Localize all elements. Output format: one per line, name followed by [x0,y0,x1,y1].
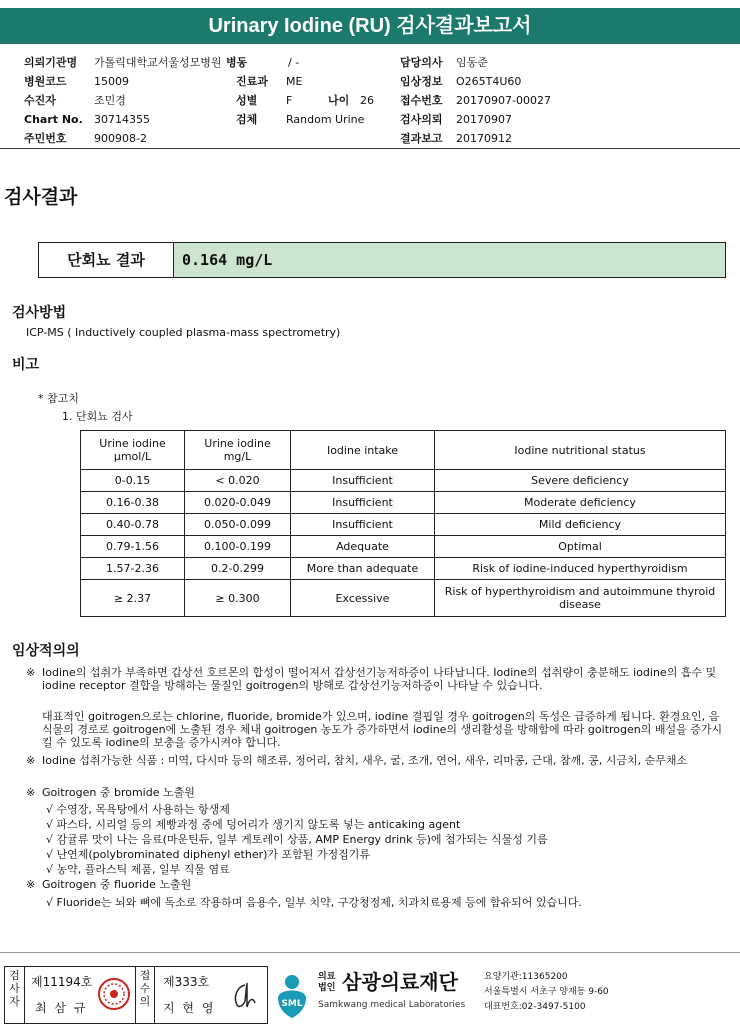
request-date-label: 검사의뢰 [400,113,443,126]
note-mark: ※ [26,666,36,679]
dept-value: ME [286,75,303,88]
table-cell: 1.57-2.36 [81,558,185,580]
age-label: 나이 [328,94,350,107]
clinical-text: 대표적인 goitrogen으로는 chlorine, fluoride, bromide가 있으며, iodine 결핍일 경우 goitrogen의 독성은 급증하게 됩니다. 환경요인, 음식물의 경로로 goitrogen에 노출된 경우 체내 goitrogen 농도가 증가하면서 iodine의 생리활성을 방해함에 따라 goitrogen의 배설을 증가시킬 수 있도록 iodine의 보충을 증가시켜야 합니다. [42,710,723,749]
note-mark: ※ [26,878,36,891]
table-cell: 0.2-0.299 [185,558,291,580]
signature-icon [229,979,259,1011]
verifier-vertical-label: 접수의 [135,967,155,1023]
table-cell: Insufficient [291,514,435,536]
doctor-value: 임동준 [456,56,488,69]
clinical-text: Iodine의 섭취가 부족하면 갑상선 호르몬의 합성이 떨어져서 갑상선기능저하증이 나타납니다. Iodine의 섭취량이 충분해도 iodine의 흡수 및 iodine receptor 결합을 방해하는 물질인 goitrogen의 방해로 갑상선기능저하증이 나타날 수 있습니다. [42,666,717,692]
corp-address: 서울특별시 서초구 양재동 9-60 [484,987,609,997]
chart-value: 30714355 [94,113,150,126]
col-header-mg: Urine iodine mg/L [185,431,291,470]
signature-box [4,966,268,1024]
table-cell: ≥ 2.37 [81,580,185,617]
table-cell: Excessive [291,580,435,617]
fluoride-section [26,878,726,891]
clinical-paragraph-3 [26,754,726,767]
fluoride-heading: Goitrogen 중 fluoride 노출원 [42,878,192,891]
corp-code: 요양기관:11365200 [484,972,568,982]
table-cell: 0.16-0.38 [81,492,185,514]
patient-label: 수진자 [24,94,56,107]
ward-label: 병동 [226,56,248,69]
bromide-heading: Goitrogen 중 bromide 노출원 [42,786,195,799]
ward-value: / - [288,56,300,69]
sex-value: F [286,94,293,107]
corp-phone: 대표번호:02-3497-5100 [484,1002,586,1012]
table-cell: Risk of iodine-induced hyperthyroidism [435,558,726,580]
age-value: 26 [360,94,374,107]
remarks-heading: 비고 [12,357,40,373]
table-cell: ≥ 0.300 [185,580,291,617]
clinical-paragraph-2 [26,710,726,749]
seal-icon [97,977,131,1011]
tester-license: 제11194호 [31,975,93,989]
sml-logo-icon [272,968,312,1020]
verifier-license: 제333호 [163,975,210,989]
list-item: √ 감귤류 맛이 나는 음료(마운틴듀, 일부 게토레이 상품, AMP Energy drink 등)에 첨가되는 식물성 기름 [46,833,548,846]
table-cell: 0.79-1.56 [81,536,185,558]
clinical-paragraph-1 [26,666,726,692]
corp-english-name: Samkwang medical Laboratories [318,1000,466,1010]
table-row [81,558,726,580]
request-date-value: 20170907 [456,113,512,126]
result-heading: 검사결과 [4,186,78,208]
reference-title: * 참고치 [38,392,79,405]
table-row [81,536,726,558]
result-label: 단회뇨 결과 [39,243,174,277]
tester-name: 최 삼 규 [35,1001,88,1015]
table-cell: Mild deficiency [435,514,726,536]
specimen-label: 검체 [236,113,258,126]
tester-vertical-label: 검사자 [5,967,25,1023]
table-cell: Risk of hyperthyroidism and autoimmune thyroid disease [435,580,726,617]
table-cell: More than adequate [291,558,435,580]
table-cell: 0.020-0.049 [185,492,291,514]
institution-label: 의뢰기관명 [24,56,78,69]
note-mark: ※ [26,786,36,799]
table-cell: Insufficient [291,492,435,514]
dept-label: 진료과 [236,75,268,88]
table-cell: 0-0.15 [81,470,185,492]
logo-text: SML [281,999,303,1009]
hospital-code-label: 병원코드 [24,75,67,88]
clinical-text: Iodine 섭취가능한 식품 : 미역, 다시마 등의 해조류, 정어리, 참치, 새우, 굴, 조개, 연어, 새우, 리마콩, 근대, 참깨, 콩, 시금치, 순무채소 [42,754,688,767]
reference-table [80,430,726,617]
col-header-status: Iodine nutritional status [435,431,726,470]
institution-value: 가톨릭대학교서울성모병원 [94,56,222,69]
table-cell: 0.050-0.099 [185,514,291,536]
bromide-section [26,786,726,799]
hospital-code-value: 15009 [94,75,129,88]
table-cell: Insufficient [291,470,435,492]
corp-name: 삼광의료재단 [342,970,458,994]
list-item: √ Fluoride는 뇌와 뼈에 독소로 작용하며 음용수, 일부 치약, 구강청정제, 치과치료용제 등에 함유되어 있습니다. [46,896,582,909]
result-box [38,242,726,278]
table-cell: 0.100-0.199 [185,536,291,558]
col-header-umol: Urine iodine μmol/L [81,431,185,470]
table-header-row [81,431,726,470]
list-item: √ 파스타, 시리얼 등의 제빵과정 중에 덩어리가 생기지 않도록 넣는 anticaking agent [46,818,461,831]
table-cell: < 0.020 [185,470,291,492]
note-mark: ※ [26,754,36,767]
doctor-label: 담당의사 [400,56,443,69]
table-cell: Optimal [435,536,726,558]
table-row [81,470,726,492]
report-date-value: 20170912 [456,132,512,145]
specimen-value: Random Urine [286,113,365,126]
table-row [81,580,726,617]
result-value: 0.164 mg/L [174,243,725,277]
table-row [81,514,726,536]
sex-label: 성별 [236,94,258,107]
list-item: √ 농약, 플라스틱 제품, 일부 직물 염료 [46,863,230,876]
id-value: 900908-2 [94,132,147,145]
clinical-heading: 임상적의의 [12,643,80,659]
table-cell: Moderate deficiency [435,492,726,514]
report-date-label: 결과보고 [400,132,443,145]
divider [0,952,740,953]
verifier-name: 지 현 영 [163,1001,216,1015]
list-item: √ 난연제(polybrominated diphenyl ether)가 포함된 가정집기류 [46,848,371,861]
table-cell: 0.40-0.78 [81,514,185,536]
clinical-info-label: 임상정보 [400,75,443,88]
table-cell: Severe deficiency [435,470,726,492]
method-heading: 검사방법 [12,305,67,321]
list-item: √ 수영장, 목욕탕에서 사용하는 항생제 [46,803,230,816]
chart-label: Chart No. [24,113,83,126]
corp-info [484,970,609,1015]
corp-type: 의료법인 [318,972,336,993]
receipt-no-label: 접수번호 [400,94,443,107]
table-cell: Adequate [291,536,435,558]
clinical-info-value: O265T4U60 [456,75,522,88]
table-row [81,492,726,514]
reference-subtitle: 1. 단회뇨 검사 [62,410,133,423]
patient-value: 조민경 [94,94,126,107]
method-text: ICP-MS ( Inductively coupled plasma-mass spectrometry) [26,326,341,339]
col-header-intake: Iodine intake [291,431,435,470]
receipt-no-value: 20170907-00027 [456,94,551,107]
divider [0,148,740,149]
id-label: 주민번호 [24,132,67,145]
report-title: Urinary Iodine (RU) 검사결과보고서 [0,8,740,44]
